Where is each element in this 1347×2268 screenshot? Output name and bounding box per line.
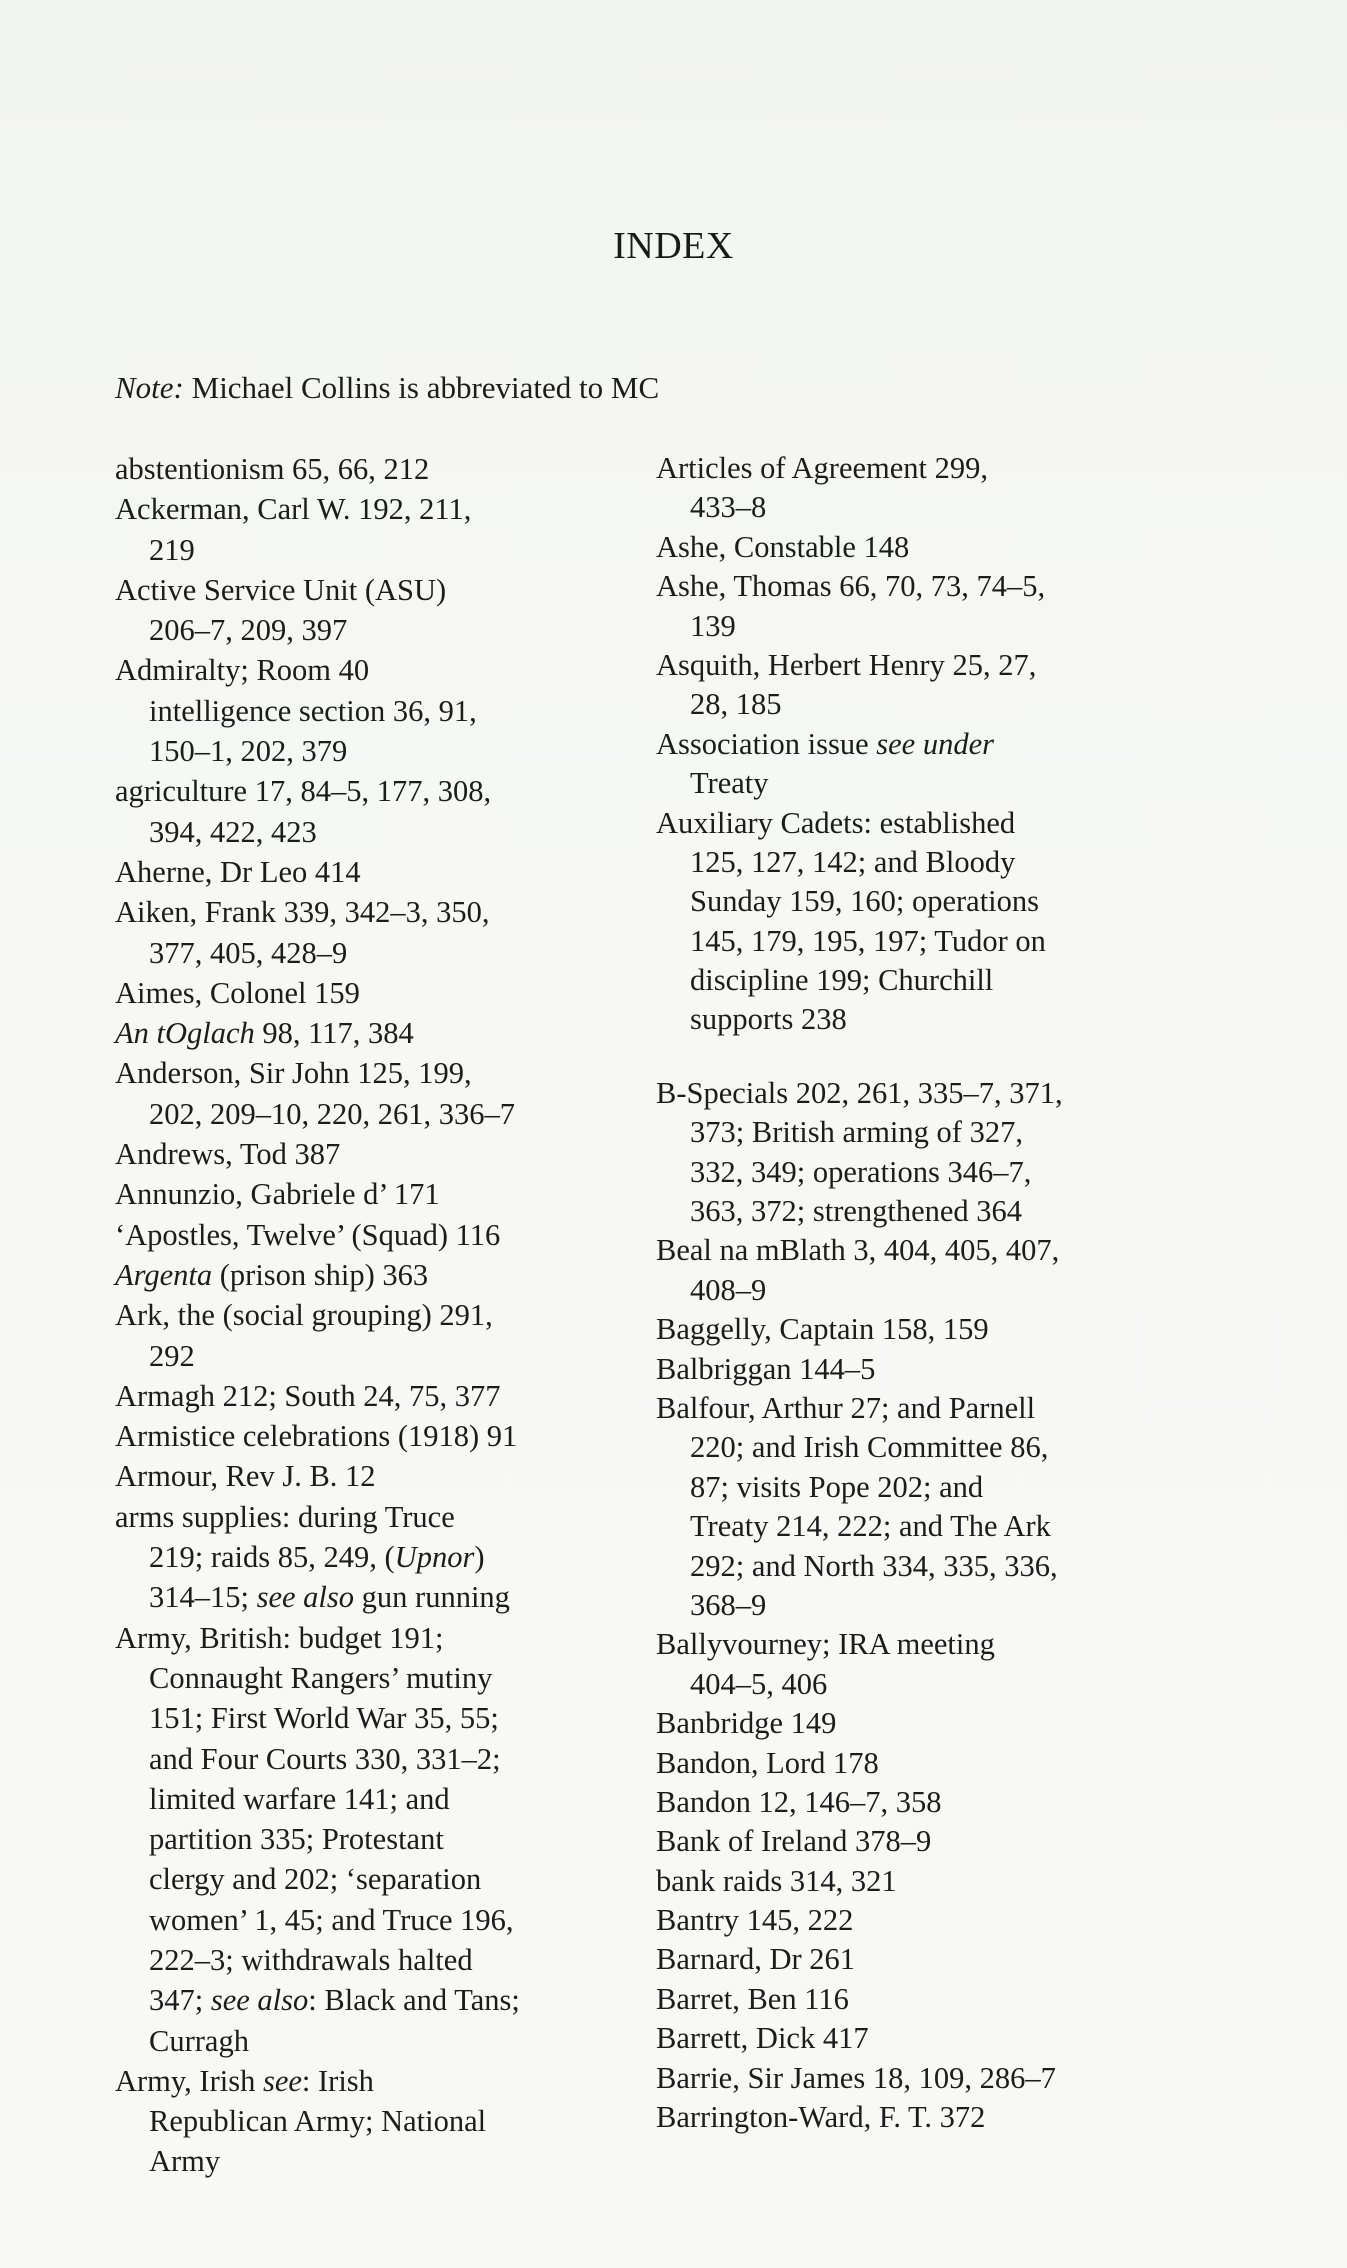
text-segment: 150–1, 202, 379: [149, 734, 348, 769]
text-segment: 408–9: [690, 1272, 767, 1307]
index-entry-heading-line: [115, 1376, 635, 1416]
index-entry: [656, 646, 1216, 725]
text-segment: 332, 349; operations 346–7,: [690, 1154, 1032, 1189]
text-segment: B-Specials 202, 261, 335–7, 371,: [656, 1075, 1063, 1110]
index-entry-continuation-line: [656, 1586, 1216, 1625]
index-entry-continuation-line: [115, 1658, 635, 1698]
index-entry: [656, 1980, 1216, 2019]
text-segment: 404–5, 406: [690, 1666, 828, 1701]
index-entry: [656, 1704, 1216, 1743]
text-segment: Annunzio, Gabriele d’ 171: [115, 1177, 440, 1212]
index-entry-heading-line: [115, 852, 635, 892]
text-segment: Treaty 214, 222; and The Ark: [690, 1509, 1051, 1544]
index-entry-heading-line: [656, 646, 1216, 685]
index-entry-continuation-line: [115, 1900, 635, 1940]
index-column-right: [656, 449, 1216, 2137]
index-entry-heading-line: [656, 1822, 1216, 1861]
index-entry: [656, 804, 1216, 1040]
text-segment: Connaught Rangers’ mutiny: [149, 1660, 493, 1695]
note-text: Michael Collins is abbreviated to MC: [183, 370, 660, 405]
text-segment: clergy and 202; ‘separation: [149, 1862, 482, 1897]
text-segment: Beal na mBlath 3, 404, 405, 407,: [656, 1233, 1060, 1268]
text-segment: Barrett, Dick 417: [656, 2021, 869, 2056]
index-entry-heading-line: [656, 2019, 1216, 2058]
index-entry: [115, 489, 635, 570]
text-segment: Active Service Unit (ASU): [115, 572, 447, 607]
index-entry-heading-line: [115, 449, 635, 489]
index-entry-continuation-line: [115, 1819, 635, 1859]
index-entry-heading-line: [115, 1013, 635, 1053]
text-segment: ): [474, 1540, 485, 1575]
index-entry: [656, 2098, 1216, 2137]
text-segment: Aiken, Frank 339, 342–3, 350,: [115, 895, 490, 930]
text-segment: Barret, Ben 116: [656, 1981, 849, 2016]
text-segment: Barrie, Sir James 18, 109, 286–7: [656, 2060, 1056, 2095]
text-segment: 373; British arming of 327,: [690, 1115, 1023, 1150]
index-entry-heading-line: [656, 1980, 1216, 2019]
index-entry: [115, 771, 635, 852]
index-entry-continuation-line: [656, 488, 1216, 527]
text-segment: Army, British: budget 191;: [115, 1620, 444, 1655]
text-segment: 220; and Irish Committee 86,: [690, 1430, 1049, 1465]
index-entry-continuation-line: [115, 812, 635, 852]
index-entry-heading-line: [656, 528, 1216, 567]
index-entry-continuation-line: [656, 882, 1216, 921]
text-segment: arms supplies: during Truce: [115, 1499, 455, 1534]
index-entry: [115, 1134, 635, 1174]
index-entry-continuation-line: [656, 922, 1216, 961]
index-entry: [656, 449, 1216, 528]
index-entry-heading-line: [656, 1350, 1216, 1389]
index-entry-heading-line: [656, 804, 1216, 843]
index-entry-heading-line: [115, 1456, 635, 1496]
section-gap: [656, 1040, 1216, 1074]
text-segment: (prison ship) 363: [212, 1257, 429, 1292]
text-segment: Aimes, Colonel 159: [115, 975, 360, 1010]
index-entry-continuation-line: [115, 2141, 635, 2181]
index-entry: [656, 1783, 1216, 1822]
index-entry-continuation-line: [656, 607, 1216, 646]
text-segment: Republican Army; National: [149, 2104, 487, 2139]
index-entry: [656, 1389, 1216, 1625]
index-entry: [115, 1416, 635, 1456]
index-entry-heading-line: [656, 1231, 1216, 1270]
text-segment: ‘Apostles, Twelve’ (Squad) 116: [115, 1217, 501, 1252]
text-segment: Ark, the (social grouping) 291,: [115, 1298, 493, 1333]
index-entry-heading-line: [656, 1389, 1216, 1428]
index-entry: [115, 1255, 635, 1295]
index-entry: [656, 1231, 1216, 1310]
text-segment: Ballyvourney; IRA meeting: [656, 1627, 995, 1662]
index-entry-heading-line: [115, 1255, 635, 1295]
index-entry: [115, 973, 635, 1013]
text-segment: Treaty: [690, 766, 769, 801]
text-segment: 139: [690, 608, 736, 643]
index-entry: [656, 1822, 1216, 1861]
index-entry-heading-line: [656, 449, 1216, 488]
text-segment: 394, 422, 423: [149, 814, 317, 849]
text-segment: 368–9: [690, 1587, 767, 1622]
italic-text-segment: Upnor: [394, 1540, 475, 1575]
index-entry-heading-line: [115, 1497, 635, 1537]
index-entry-continuation-line: [656, 685, 1216, 724]
index-column-left: [115, 449, 635, 2182]
text-segment: 222–3; withdrawals halted: [149, 1942, 473, 1977]
index-entry-continuation-line: [115, 1940, 635, 1980]
text-segment: 292: [149, 1338, 195, 1373]
index-entry-heading-line: [656, 1704, 1216, 1743]
italic-text-segment: see: [262, 2063, 302, 2098]
index-entry: [656, 1074, 1216, 1232]
index-entry: [656, 2059, 1216, 2098]
text-segment: 433–8: [690, 490, 767, 525]
index-entry-continuation-line: [656, 1547, 1216, 1586]
text-segment: Bandon, Lord 178: [656, 1745, 879, 1780]
index-entry-heading-line: [656, 567, 1216, 606]
italic-text-segment: An tOglach: [115, 1016, 255, 1051]
index-entry-heading-line: [656, 1862, 1216, 1901]
index-entry: [115, 852, 635, 892]
index-entry-heading-line: [656, 2059, 1216, 2098]
text-segment: Balbriggan 144–5: [656, 1351, 876, 1386]
index-entry-heading-line: [115, 1053, 635, 1093]
index-entry-heading-line: [656, 1901, 1216, 1940]
text-segment: : Irish: [301, 2063, 374, 2098]
text-segment: Army, Irish: [115, 2063, 263, 2098]
text-segment: Balfour, Arthur 27; and Parnell: [656, 1390, 1036, 1425]
index-entry-continuation-line: [115, 691, 635, 731]
index-entry: [115, 1497, 635, 1618]
text-segment: 151; First World War 35, 55;: [149, 1701, 499, 1736]
index-entry-continuation-line: [115, 1577, 635, 1617]
index-entry-heading-line: [115, 771, 635, 811]
index-entry-continuation-line: [115, 1980, 635, 2020]
index-entry-heading-line: [656, 1310, 1216, 1349]
index-entry: [115, 1618, 635, 2061]
text-segment: intelligence section 36, 91,: [149, 693, 477, 728]
text-segment: Armour, Rev J. B. 12: [115, 1459, 376, 1494]
index-entry-heading-line: [115, 1174, 635, 1214]
text-segment: Armagh 212; South 24, 75, 377: [115, 1378, 501, 1413]
index-entry-continuation-line: [656, 961, 1216, 1000]
index-entry-continuation-line: [656, 843, 1216, 882]
text-segment: abstentionism 65, 66, 212: [115, 452, 430, 486]
index-entry-continuation-line: [115, 1779, 635, 1819]
index-entry: [115, 892, 635, 973]
index-entry: [115, 1456, 635, 1496]
text-segment: partition 335; Protestant: [149, 1822, 444, 1857]
text-segment: women’ 1, 45; and Truce 196,: [149, 1902, 514, 1937]
index-entry: [115, 1174, 635, 1214]
text-segment: Aherne, Dr Leo 414: [115, 854, 361, 889]
text-segment: Armistice celebrations (1918) 91: [115, 1419, 518, 1454]
index-entry-heading-line: [115, 1134, 635, 1174]
index-entry-continuation-line: [115, 1537, 635, 1577]
index-entry-continuation-line: [656, 1192, 1216, 1231]
index-entry-continuation-line: [115, 1859, 635, 1899]
text-segment: 219; raids 85, 249, (: [149, 1540, 395, 1575]
text-segment: Sunday 159, 160; operations: [690, 884, 1040, 919]
text-segment: 219: [149, 532, 195, 567]
index-entry-continuation-line: [115, 1739, 635, 1779]
index-entry-continuation-line: [115, 2101, 635, 2141]
index-entry: [656, 1744, 1216, 1783]
index-entry-continuation-line: [115, 610, 635, 650]
index-entry: [115, 449, 635, 489]
index-entry-continuation-line: [656, 1428, 1216, 1467]
text-segment: 98, 117, 384: [254, 1016, 414, 1051]
italic-text-segment: Argenta: [115, 1257, 213, 1292]
text-segment: Bantry 145, 222: [656, 1903, 854, 1938]
index-entry-continuation-line: [115, 2021, 635, 2061]
index-note: [115, 370, 659, 406]
index-entry-heading-line: [656, 1625, 1216, 1664]
text-segment: 314–15;: [149, 1580, 257, 1615]
text-segment: discipline 199; Churchill: [690, 963, 994, 998]
text-segment: Anderson, Sir John 125, 199,: [115, 1056, 472, 1091]
index-entry-continuation-line: [115, 731, 635, 771]
index-entry: [115, 1215, 635, 1255]
index-entry: [656, 2019, 1216, 2058]
text-segment: supports 238: [690, 1002, 847, 1037]
text-segment: 206–7, 209, 397: [149, 613, 348, 648]
index-entry: [115, 1013, 635, 1053]
text-segment: Bank of Ireland 378–9: [656, 1824, 932, 1859]
italic-text-segment: see also: [256, 1580, 355, 1615]
text-segment: bank raids 314, 321: [656, 1863, 897, 1898]
index-entry-heading-line: [115, 1295, 635, 1335]
index-entry: [656, 1310, 1216, 1349]
index-entry-continuation-line: [115, 1336, 635, 1376]
index-entry-continuation-line: [115, 1698, 635, 1738]
text-segment: Barnard, Dr 261: [656, 1942, 856, 1977]
text-segment: 125, 127, 142; and Bloody: [690, 844, 1016, 879]
text-segment: gun running: [354, 1580, 510, 1615]
index-entry-continuation-line: [656, 1665, 1216, 1704]
index-entry: [656, 1940, 1216, 1979]
index-entry-continuation-line: [656, 1507, 1216, 1546]
index-entry-heading-line: [656, 725, 1216, 764]
text-segment: Banbridge 149: [656, 1706, 837, 1741]
text-segment: agriculture 17, 84–5, 177, 308,: [115, 774, 492, 809]
index-entry: [115, 1295, 635, 1376]
index-entry-continuation-line: [115, 1094, 635, 1134]
index-entry: [115, 2061, 635, 2182]
page-title: INDEX: [613, 225, 734, 267]
index-entry-heading-line: [115, 1618, 635, 1658]
italic-text-segment: see also: [210, 1983, 309, 2018]
text-segment: 292; and North 334, 335, 336,: [690, 1548, 1058, 1583]
index-entry: [115, 1053, 635, 1134]
text-segment: Barrington-Ward, F. T. 372: [656, 2100, 986, 2135]
text-segment: 87; visits Pope 202; and: [690, 1469, 984, 1504]
text-segment: Association issue: [656, 726, 877, 761]
text-segment: Baggelly, Captain 158, 159: [656, 1312, 989, 1347]
index-entry-heading-line: [115, 489, 635, 529]
index-entry-heading-line: [656, 1074, 1216, 1113]
index-entry-heading-line: [656, 1783, 1216, 1822]
text-segment: Asquith, Herbert Henry 25, 27,: [656, 647, 1037, 682]
index-entry: [656, 1862, 1216, 1901]
index-entry-heading-line: [115, 2061, 635, 2101]
text-segment: 347;: [149, 1983, 211, 2018]
text-segment: and Four Courts 330, 331–2;: [149, 1741, 501, 1776]
text-segment: Ackerman, Carl W. 192, 211,: [115, 492, 472, 527]
text-segment: 363, 372; strengthened 364: [690, 1194, 1023, 1229]
index-entry: [656, 1625, 1216, 1704]
index-entry-heading-line: [115, 1416, 635, 1456]
index-entry: [656, 528, 1216, 567]
text-segment: 145, 179, 195, 197; Tudor on: [690, 923, 1046, 958]
text-segment: 28, 185: [690, 687, 782, 722]
text-segment: Curragh: [149, 2023, 249, 2058]
index-entry: [656, 567, 1216, 646]
index-entry-continuation-line: [656, 1000, 1216, 1039]
index-entry-heading-line: [656, 1940, 1216, 1979]
index-entry-continuation-line: [115, 933, 635, 973]
index-entry: [656, 1350, 1216, 1389]
text-segment: Articles of Agreement 299,: [656, 451, 989, 485]
italic-text-segment: see under: [876, 726, 994, 761]
text-segment: : Black and Tans;: [308, 1983, 520, 2018]
index-entry-heading-line: [115, 650, 635, 690]
index-entry: [115, 1376, 635, 1416]
index-entry-heading-line: [115, 570, 635, 610]
text-segment: Auxiliary Cadets: established: [656, 805, 1016, 840]
text-segment: Ashe, Constable 148: [656, 529, 910, 564]
index-entry: [115, 650, 635, 771]
text-segment: Bandon 12, 146–7, 358: [656, 1784, 942, 1819]
text-segment: limited warfare 141; and: [149, 1781, 450, 1816]
index-entry-continuation-line: [656, 1271, 1216, 1310]
text-segment: Admiralty; Room 40: [115, 653, 370, 688]
text-segment: Andrews, Tod 387: [115, 1137, 341, 1172]
index-entry-heading-line: [115, 973, 635, 1013]
text-segment: Army: [149, 2144, 221, 2179]
text-segment: Ashe, Thomas 66, 70, 73, 74–5,: [656, 569, 1046, 604]
index-entry-heading-line: [115, 892, 635, 932]
text-segment: 202, 209–10, 220, 261, 336–7: [149, 1096, 515, 1131]
index-entry-heading-line: [656, 2098, 1216, 2137]
index-entry-continuation-line: [656, 1153, 1216, 1192]
text-segment: 377, 405, 428–9: [149, 935, 348, 970]
index-entry-continuation-line: [656, 1468, 1216, 1507]
index-entry: [115, 570, 635, 651]
note-label: Note:: [115, 370, 184, 405]
index-entry-heading-line: [115, 1215, 635, 1255]
index-entry: [656, 1901, 1216, 1940]
index-entry-continuation-line: [115, 530, 635, 570]
index-entry-continuation-line: [656, 1113, 1216, 1152]
index-entry-continuation-line: [656, 764, 1216, 803]
index-entry-heading-line: [656, 1744, 1216, 1783]
index-entry: [656, 725, 1216, 804]
